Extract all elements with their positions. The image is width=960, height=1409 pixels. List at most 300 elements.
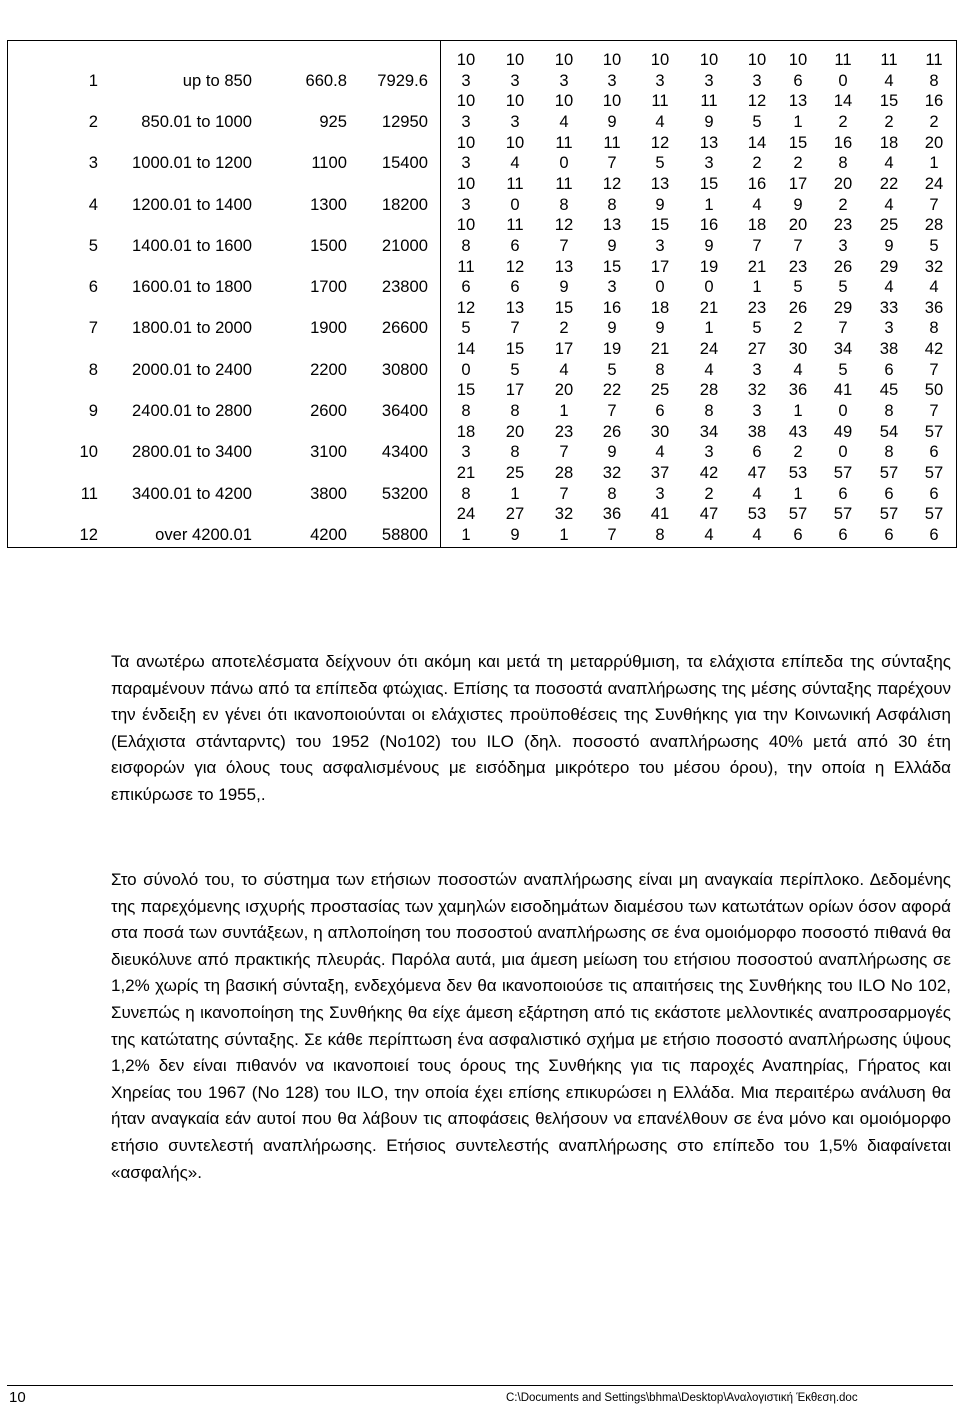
rate-cell-top: 26 [602,421,622,441]
rate-cell-bottom: 9 [510,524,520,544]
rate-cell-top: 26 [833,256,853,276]
income-value: 3800 [310,483,347,503]
rate-cell-top: 41 [650,504,670,524]
row-number: 11 [80,483,98,503]
rate-cell-top: 21 [699,297,719,317]
rate-cell-top: 36 [788,380,808,400]
rate-cell-bottom: 5 [793,277,803,297]
rate-cell-top: 49 [833,421,853,441]
rate-cell-top: 11 [925,50,943,69]
rate-cell-bottom: 5 [607,359,617,379]
rate-cell-top: 20 [924,132,944,152]
rate-cell-top: 34 [833,339,853,359]
rate-cell-bottom: 9 [704,235,714,255]
rate-cell-bottom: 8 [461,235,471,255]
rate-cell-bottom: 3 [607,277,617,297]
rate-cell-top: 29 [879,256,899,276]
footer-rule [7,1385,953,1386]
rate-cell-top: 36 [602,504,622,524]
rate-cell-top: 10 [554,50,574,69]
rate-cell-bottom: 6 [929,524,939,544]
rate-cell-bottom: 7 [838,318,848,338]
rate-cell-top: 20 [833,173,853,193]
rate-cell-top: 11 [555,173,573,193]
rate-cell-bottom: 9 [607,111,617,131]
rate-cell-top: 32 [924,256,944,276]
rate-cell-bottom: 8 [607,483,617,503]
rate-cell-top: 21 [456,463,476,482]
rate-cell-bottom: 2 [704,483,714,503]
income-range: 1400.01 to 1600 [132,235,252,255]
rate-cell-top: 32 [747,380,767,400]
rate-cell-bottom: 8 [884,442,894,462]
rate-cell-top: 21 [650,339,670,359]
rate-cell-bottom: 6 [884,359,894,379]
rate-cell-bottom: 4 [884,153,894,173]
rate-cell-bottom: 1 [461,524,471,544]
rate-cell-top: 57 [879,463,899,482]
rate-cell-bottom: 0 [838,70,848,90]
rate-cell-bottom: 8 [510,401,520,420]
annual-amount: 23800 [381,277,428,297]
rate-cell-bottom: 2 [929,111,939,131]
rate-cell-bottom: 7 [929,359,939,379]
rate-cell-top: 13 [602,215,622,235]
annual-amount: 21000 [381,235,428,255]
rate-cell-top: 57 [924,463,944,482]
rate-cell-bottom: 5 [929,235,939,255]
rate-cell-top: 13 [554,256,574,276]
rate-cell-top: 24 [456,504,476,524]
rate-cell-top: 47 [747,463,767,482]
rate-cell-top: 17 [650,256,670,276]
row-number: 10 [79,442,98,462]
rate-cell-top: 23 [788,256,808,276]
rate-cell-bottom: 6 [884,524,894,544]
rate-cell-bottom: 6 [929,442,939,462]
rate-cell-bottom: 2 [793,442,803,462]
rate-cell-top: 25 [879,215,899,235]
rate-cell-bottom: 4 [929,277,939,297]
rate-cell-top: 11 [700,91,718,111]
rate-cell-top: 16 [747,173,767,193]
rate-cell-bottom: 5 [838,277,848,297]
rate-cell-bottom: 1 [559,401,569,420]
rate-cell-bottom: 6 [655,401,665,420]
rate-cell-top: 45 [879,380,899,400]
rate-cell-top: 21 [747,256,767,276]
rate-cell-bottom: 4 [655,442,665,462]
rate-cell-top: 16 [924,91,944,111]
rate-cell-bottom: 9 [655,318,665,338]
rate-cell-top: 10 [456,50,476,69]
rate-cell-bottom: 4 [752,194,762,214]
rate-cell-bottom: 4 [884,70,894,90]
income-range: 3400.01 to 4200 [132,483,252,503]
rate-cell-bottom: 4 [793,359,803,379]
rate-cell-bottom: 7 [559,235,569,255]
rate-cell-bottom: 6 [793,70,803,90]
income-value: 2200 [310,359,347,379]
rate-cell-bottom: 3 [655,70,665,90]
income-range: 2800.01 to 3400 [132,442,252,462]
rate-cell-bottom: 3 [704,442,714,462]
rate-cell-top: 11 [651,91,669,111]
rate-cell-top: 28 [924,215,944,235]
rate-cell-top: 16 [602,297,622,317]
rate-cell-top: 10 [650,50,670,69]
rate-cell-top: 43 [788,421,808,441]
rate-cell-top: 22 [879,173,899,193]
income-range: 1600.01 to 1800 [132,277,252,297]
rate-cell-bottom: 7 [510,318,520,338]
annual-amount: 30800 [381,359,428,379]
rate-cell-top: 42 [699,463,719,482]
income-value: 1500 [310,235,347,255]
rate-cell-bottom: 4 [752,524,762,544]
income-value: 1900 [310,318,347,338]
rate-cell-top: 12 [554,215,574,235]
rate-cell-bottom: 7 [752,235,762,255]
rate-cell-bottom: 0 [838,442,848,462]
rate-cell-top: 18 [879,132,899,152]
rate-cell-top: 11 [555,132,573,152]
rate-cell-top: 28 [699,380,719,400]
rate-cell-bottom: 6 [838,524,848,544]
rate-cell-top: 14 [456,339,476,359]
rate-cell-top: 20 [554,380,574,400]
rate-cell-bottom: 4 [884,194,894,214]
rate-cell-top: 57 [924,504,944,524]
rate-cell-top: 19 [699,256,719,276]
rate-cell-top: 10 [505,91,525,111]
rate-cell-top: 17 [554,339,574,359]
rate-cell-top: 25 [505,463,525,482]
rate-cell-bottom: 3 [510,111,520,131]
annual-amount: 53200 [381,483,428,503]
rate-cell-bottom: 6 [510,277,520,297]
row-number: 6 [88,277,98,297]
rate-cell-top: 16 [699,215,719,235]
rate-cell-top: 11 [880,50,898,69]
rate-cell-top: 12 [747,91,767,111]
rate-cell-bottom: 6 [793,524,803,544]
rate-cell-bottom: 3 [752,70,762,90]
rate-cell-bottom: 0 [510,194,520,214]
rate-cell-bottom: 6 [929,483,939,503]
rate-cell-bottom: 1 [704,194,714,214]
rate-cell-bottom: 3 [655,235,665,255]
rate-cell-top: 18 [650,297,670,317]
rate-cell-bottom: 8 [704,401,714,420]
income-range: up to 850 [182,70,252,90]
rate-cell-top: 32 [602,463,622,482]
rate-cell-top: 57 [879,504,899,524]
rate-cell-top: 13 [505,297,525,317]
rate-cell-bottom: 8 [461,483,471,503]
rate-cell-bottom: 2 [838,194,848,214]
rate-cell-bottom: 3 [752,401,762,420]
rate-cell-top: 10 [456,215,476,235]
rate-cell-bottom: 3 [461,111,471,131]
rate-cell-bottom: 4 [510,153,520,173]
rate-cell-bottom: 2 [838,111,848,131]
rate-cell-top: 28 [554,463,574,482]
rate-cell-top: 15 [602,256,622,276]
rate-cell-bottom: 0 [559,153,569,173]
rate-cell-bottom: 5 [752,111,762,131]
rate-cell-bottom: 1 [559,524,569,544]
rate-cell-top: 17 [788,173,808,193]
income-range: 1200.01 to 1400 [132,194,252,214]
rate-cell-bottom: 3 [704,153,714,173]
annual-amount: 43400 [381,442,428,462]
rate-cell-bottom: 4 [704,359,714,379]
rate-cell-top: 14 [833,91,853,111]
rate-cell-bottom: 8 [838,153,848,173]
rate-cell-bottom: 6 [838,483,848,503]
rate-cell-top: 54 [879,421,899,441]
rate-cell-top: 23 [554,421,574,441]
rate-cell-top: 22 [602,380,622,400]
rate-cell-top: 19 [602,339,622,359]
income-value: 3100 [310,442,347,462]
rate-cell-top: 50 [924,380,944,400]
annual-amount: 58800 [381,524,428,544]
rate-cell-top: 23 [833,215,853,235]
rate-cell-bottom: 5 [838,359,848,379]
rate-cell-top: 15 [554,297,574,317]
annual-amount: 36400 [381,401,428,420]
income-value: 660.8 [305,70,347,90]
rate-cell-bottom: 2 [559,318,569,338]
rate-cell-top: 38 [879,339,899,359]
row-number: 1 [88,70,98,90]
rate-cell-bottom: 1 [929,153,939,173]
rate-cell-bottom: 1 [510,483,520,503]
rate-cell-bottom: 7 [929,401,939,420]
rate-cell-bottom: 8 [884,401,894,420]
rate-cell-top: 26 [788,297,808,317]
rate-cell-bottom: 6 [752,442,762,462]
paragraph-1 [111,649,951,809]
rate-cell-bottom: 3 [461,194,471,214]
rate-cell-top: 15 [456,380,476,400]
rate-cell-top: 11 [834,50,852,69]
rate-cell-bottom: 7 [559,483,569,503]
rate-cell-bottom: 0 [704,277,714,297]
rate-cell-bottom: 3 [461,442,471,462]
rate-cell-top: 47 [699,504,719,524]
row-number: 9 [88,401,98,420]
rate-cell-top: 10 [602,91,622,111]
row-number: 3 [88,153,98,173]
rate-cell-top: 15 [699,173,719,193]
rate-cell-bottom: 3 [559,70,569,90]
rate-cell-top: 23 [747,297,767,317]
rate-cell-top: 10 [456,173,476,193]
rate-cell-bottom: 4 [559,359,569,379]
rate-cell-bottom: 8 [510,442,520,462]
rate-cell-top: 18 [456,421,476,441]
rate-cell-bottom: 9 [884,235,894,255]
rate-cell-bottom: 1 [793,401,803,420]
rate-cell-bottom: 4 [704,524,714,544]
rate-cell-top: 10 [505,50,525,69]
rate-cell-top: 20 [505,421,525,441]
rate-cell-top: 27 [505,504,525,524]
row-number: 8 [88,359,98,379]
rate-cell-top: 24 [699,339,719,359]
rate-cell-top: 10 [456,91,476,111]
rate-cell-bottom: 7 [607,401,617,420]
rate-cell-bottom: 1 [752,277,762,297]
rate-cell-bottom: 9 [655,194,665,214]
rate-cell-top: 10 [456,132,476,152]
annual-amount: 15400 [381,153,428,173]
rate-cell-bottom: 4 [655,111,665,131]
rate-cell-top: 15 [879,91,899,111]
annual-amount: 26600 [381,318,428,338]
rate-cell-bottom: 3 [752,359,762,379]
rate-cell-bottom: 6 [884,483,894,503]
rate-cell-bottom: 3 [461,70,471,90]
rate-cell-top: 13 [650,173,670,193]
rate-cell-bottom: 1 [793,483,803,503]
rate-cell-top: 25 [650,380,670,400]
annual-amount: 12950 [381,111,428,131]
rate-cell-bottom: 8 [655,359,665,379]
rate-cell-bottom: 3 [510,70,520,90]
rate-cell-top: 57 [833,504,853,524]
row-number: 2 [88,111,98,131]
rate-cell-bottom: 0 [838,401,848,420]
rate-cell-top: 10 [788,50,808,69]
rate-cell-top: 10 [602,50,622,69]
rate-cell-top: 24 [924,173,944,193]
income-value: 1100 [311,153,347,173]
rate-cell-top: 13 [699,132,719,152]
paragraph-text: Τα ανωτέρω αποτελέσματα δείχνουν ότι ακόμη και μετά τη μεταρρύθμιση, τα ελάχιστα επίπεδα της σύνταξης παραμένουν πάνω από τα επίπεδα φτώχιας. Επίσης τα ποσοστά αναπλήρωσης της μέσης σύνταξης παρέχουν την ένδειξη εν γένει ότι ικανοποιούνται οι ελάχιστες προϋποθέσεις της Συνθήκης για την Κοινωνική Ασφάλιση (Ελάχιστα στάνταρντς) του 1952 (Νο102) του ILO (δηλ. ποσοστό αναπλήρωσης 40% μετά από 30 έτη εισφορών για όλους τους ασφαλισμένους με εισόδημα μικρότερο του μέσου όρου), την οποία η Ελλάδα επικύρωσε το 1955,. [111,652,951,804]
rate-cell-bottom: 3 [461,153,471,173]
rate-cell-bottom: 9 [704,111,714,131]
rate-cell-top: 12 [602,173,622,193]
file-path: C:\Documents and Settings\bhma\Desktop\Αναλογιστική Έκθεση.doc [506,1392,858,1404]
paragraph-2 [111,867,951,1186]
rate-cell-bottom: 0 [461,359,471,379]
rate-cell-bottom: 8 [929,70,939,90]
rate-cell-top: 12 [505,256,525,276]
replacement-rate-table [0,0,960,555]
income-value: 1300 [310,194,347,214]
rate-cell-bottom: 5 [510,359,520,379]
rate-cell-bottom: 6 [510,235,520,255]
rate-cell-bottom: 5 [461,318,471,338]
row-number: 12 [79,524,98,544]
rate-cell-top: 32 [554,504,574,524]
rate-cell-top: 20 [788,215,808,235]
rate-cell-bottom: 5 [655,153,665,173]
income-value: 4200 [310,524,347,544]
rate-cell-bottom: 7 [559,442,569,462]
rate-cell-top: 53 [788,463,808,482]
rate-cell-top: 34 [699,421,719,441]
income-value: 1700 [310,277,347,297]
rate-cell-top: 13 [788,91,808,111]
rate-cell-bottom: 8 [655,524,665,544]
row-number: 7 [88,318,98,338]
rate-cell-top: 37 [650,463,670,482]
income-range: 2400.01 to 2800 [132,401,252,420]
rate-cell-top: 10 [699,50,719,69]
rate-cell-top: 17 [505,380,525,400]
rate-cell-top: 57 [788,504,808,524]
income-range: over 4200.01 [155,524,252,544]
income-range: 2000.01 to 2400 [132,359,252,379]
rate-cell-bottom: 7 [929,194,939,214]
rate-cell-bottom: 6 [461,277,471,297]
rate-cell-top: 14 [747,132,767,152]
rate-cell-top: 11 [506,215,524,235]
paragraph-text: Στο σύνολό του, το σύστημα των ετήσιων ποσοστών αναπλήρωσης είναι μη αναγκαία περίπλοκο. Δεδομένης της παρεχόμενης ισχυρής προστασίας των χαμηλών εισοδημάτων διαμέσου των κατωτάτων ορίων όσον αφορά στα ποσά των συντάξεων, η απλοποίηση του ποσοστού αναπλήρωσης σε ένα ομοιόμορφο ποσοστό πιθανά θα διευκόλυνε από πρακτικής πλευράς. Παρόλα αυτά, μια άμεση μείωση του ετήσιου ποσοστού αναπλήρωσης σε 1,2% χωρίς τη βασική σύνταξη, ενδεχόμενα δεν θα ικανοποιούσε τις απαιτήσεις της Συνθήκης του ILO Νο 102, Συνεπώς η ικανοποίηση της Συνθήκης θα είχε άμεση εξάρτηση από τις εκάστοτε μελλοντικές αναπροσαρμογές της κατώτατης σύνταξης. Σε κάθε περίπτωση ένα ασφαλιστικό σχήμα με ετήσιο ποσοστό αναπλήρωσης ύψους 1,2% δεν είναι πιθανόν να ικανοποιεί τους όρους της Συνθήκης για τις παροχές Αναπηρίας, Γήρατος και Χηρείας του 1967 (Νο 128) του ILO, την οποία έχει επίσης επικυρώσει η Ελλάδα. Μια περαιτέρω ανάλυση θα ήταν αναγκαία εάν αυτοί που θα λάβουν τις αποφάσεις θελήσουν να επανέλθουν σε ένα μόνο και ομοιόμορφο ετήσιο συντελεστή αναπλήρωσης. Ετήσιος συντελεστής αναπλήρωσης στο επίπεδο του 1,5% διαφαίνεται «ασφαλής». [111,870,951,1182]
rate-cell-top: 11 [506,173,524,193]
rate-cell-bottom: 8 [607,194,617,214]
rate-cell-top: 27 [747,339,767,359]
page-number: 10 [9,1389,26,1406]
rate-cell-bottom: 4 [884,277,894,297]
income-value: 925 [319,111,347,131]
rate-cell-top: 11 [603,132,621,152]
income-range: 1000.01 to 1200 [132,153,252,173]
rate-cell-top: 33 [879,297,899,317]
rate-cell-bottom: 2 [752,153,762,173]
rate-cell-bottom: 1 [793,111,803,131]
rate-cell-bottom: 3 [607,70,617,90]
rate-cell-top: 15 [788,132,808,152]
rate-cell-bottom: 2 [793,153,803,173]
row-number: 4 [88,194,98,214]
rate-cell-bottom: 3 [704,70,714,90]
rate-cell-bottom: 1 [704,318,714,338]
rate-cell-top: 42 [924,339,944,359]
rate-cell-top: 11 [457,256,475,276]
rate-cell-top: 10 [505,132,525,152]
rate-cell-top: 57 [924,421,944,441]
rate-cell-bottom: 3 [655,483,665,503]
rate-cell-bottom: 8 [929,318,939,338]
rate-cell-bottom: 7 [607,524,617,544]
rate-cell-top: 15 [650,215,670,235]
rate-cell-top: 36 [924,297,944,317]
rate-cell-top: 15 [505,339,525,359]
income-value: 2600 [310,401,347,420]
annual-amount: 18200 [381,194,428,214]
income-range: 850.01 to 1000 [141,111,252,131]
rate-cell-top: 16 [833,132,853,152]
rate-cell-top: 10 [747,50,767,69]
annual-amount: 7929.6 [377,70,428,90]
rate-cell-bottom: 4 [752,483,762,503]
rate-cell-top: 12 [456,297,476,317]
rate-cell-bottom: 9 [607,318,617,338]
rate-cell-top: 29 [833,297,853,317]
rate-cell-top: 12 [650,132,670,152]
rate-cell-bottom: 7 [793,235,803,255]
rate-cell-top: 18 [747,215,767,235]
rate-cell-top: 30 [788,339,808,359]
row-number: 5 [88,235,98,255]
rate-cell-bottom: 3 [838,235,848,255]
